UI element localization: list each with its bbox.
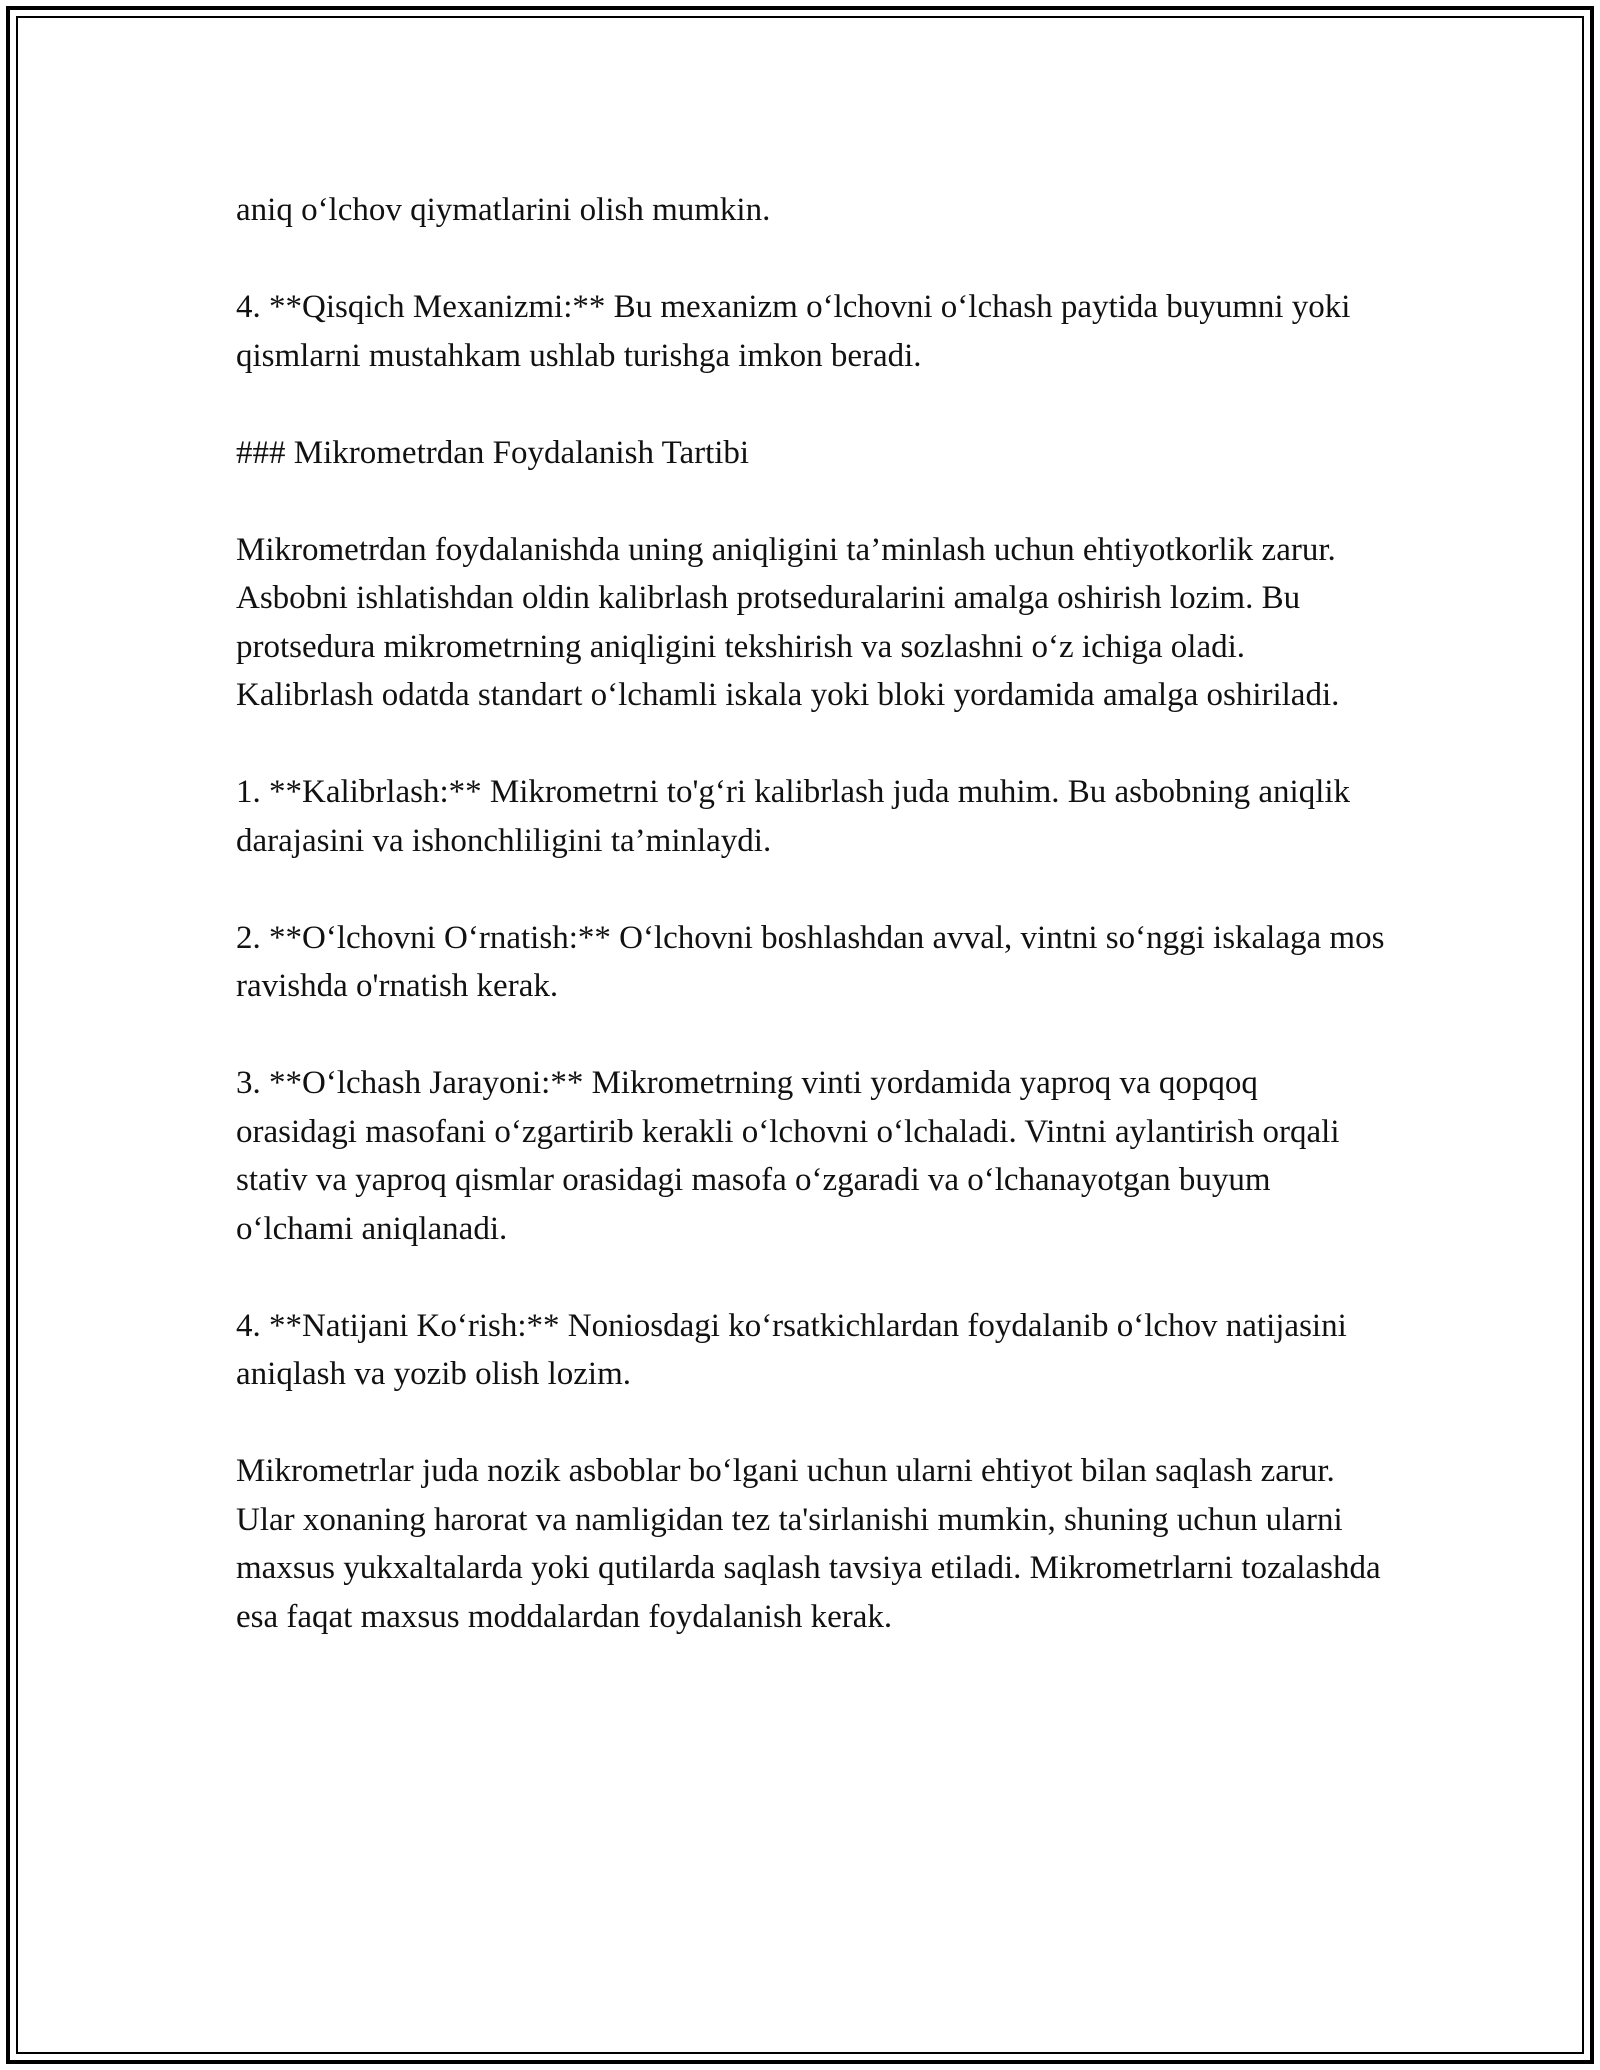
paragraph-closing: Mikrometrlar juda nozik asboblar bo‘lgani uchun ularni ehtiyot bilan saqlash zarur. Ular xonaning harorat va namligidan tez ta'sirlanishi mumkin, shuning uchun ularni maxsus yukxaltalarda yoki qutilarda saqlash tavsiya etiladi. Mikrometrlarni tozalashda esa faqat maxsus moddalardan foydalanish kerak. xyxy=(236,1453,1381,1635)
list-item-natijani-korish: 4. **Natijani Ko‘rish:** Noniosdagi ko‘rsatkichlardan foydalanib o‘lchov natijasini aniqlash va yozib olish lozim. xyxy=(236,1307,1347,1392)
list-item-kalibrlash: 1. **Kalibrlash:** Mikrometrni to'g‘ri kalibrlash juda muhim. Bu asbobning aniqlik darajasini va ishonchliligini ta’minlaydi. xyxy=(236,774,1351,859)
list-item-olchash-jarayoni: 3. **O‘lchash Jarayoni:** Mikrometrning vinti yordamida yaproq va qopqoq orasidagi masofani o‘zgartirib kerakli o‘lchovni o‘lchaladi. Vintni aylantirish orqali stativ va yaproq qismlar orasidagi masofa o‘zgaradi va o‘lchanayotgan buyum o‘lchami aniqlanadi. xyxy=(236,1065,1340,1247)
section-heading: ### Mikrometrdan Foydalanish Tartibi xyxy=(236,434,750,471)
document-body xyxy=(236,186,1386,1641)
list-item-olchovni-ornatish: 2. **O‘lchovni O‘rnatish:** O‘lchovni boshlashdan avval, vintni so‘nggi iskalaga mos ravishda o'rnatish kerak. xyxy=(236,919,1385,1004)
paragraph-continuation: aniq o‘lchov qiymatlarini olish mumkin. xyxy=(236,192,771,228)
list-item-qisqich-mexanizmi: 4. **Qisqich Mexanizmi:** Bu mexanizm o‘lchovni o‘lchash paytida buyumni yoki qismlarni mustahkam ushlab turishga imkon beradi. xyxy=(236,289,1351,374)
paragraph-intro: Mikrometrdan foydalanishda uning aniqligini ta’minlash uchun ehtiyotkorlik zarur. Asbobni ishlatishdan oldin kalibrlash protseduralarini amalga oshirish lozim. Bu protsedura mikrometrning aniqligini tekshirish va sozlashni o‘z ichiga oladi. Kalibrlash odatda standart o‘lchamli iskala yoki bloki yordamida amalga oshiriladi. xyxy=(236,531,1340,713)
